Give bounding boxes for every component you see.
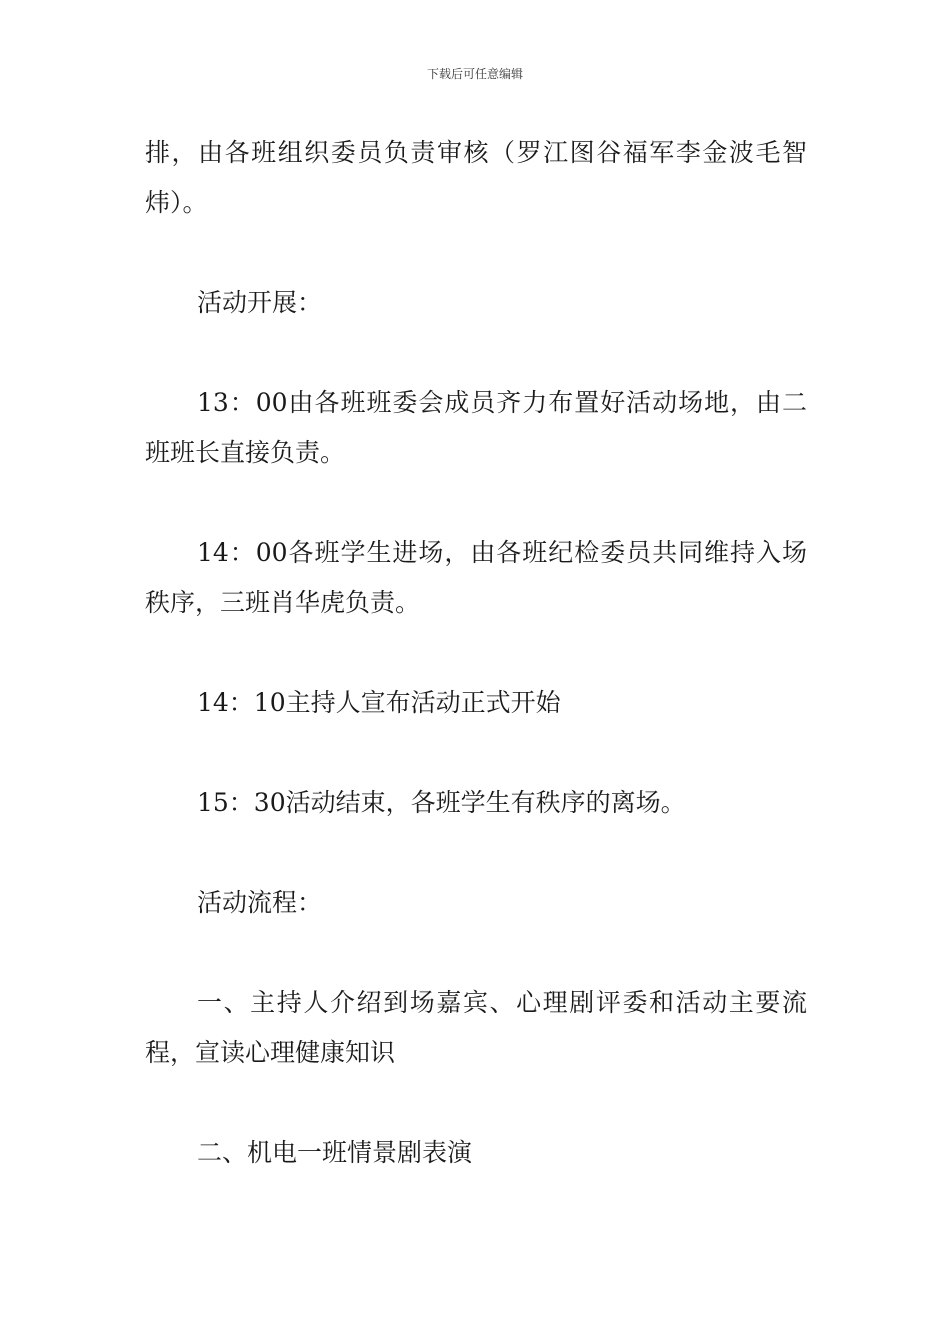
document-body: [145, 128, 807, 1228]
paragraph-step-one: 一、主持人介绍到场嘉宾、心理剧评委和活动主要流程，宣读心理健康知识: [145, 988, 807, 1067]
paragraph-1530: 15：30活动结束，各班学生有秩序的离场。: [197, 788, 686, 817]
paragraph-1400: 14：00各班学生进场，由各班纪检委员共同维持入场秩序，三班肖华虎负责。: [145, 538, 807, 617]
paragraph-process-heading: 活动流程：: [197, 888, 323, 917]
page-header: 下载后可任意编辑: [426, 67, 523, 81]
paragraph-continuation: 排，由各班组织委员负责审核（罗江图谷福军李金波毛智炜）。: [145, 138, 807, 217]
paragraph-step-two: 二、机电一班情景剧表演: [197, 1138, 473, 1167]
paragraph-activity-heading: 活动开展：: [197, 288, 323, 317]
paragraph-1300: 13：00由各班班委会成员齐力布置好活动场地，由二班班长直接负责。: [145, 388, 807, 467]
paragraph-1410: 14：10主持人宣布活动正式开始: [197, 688, 561, 717]
